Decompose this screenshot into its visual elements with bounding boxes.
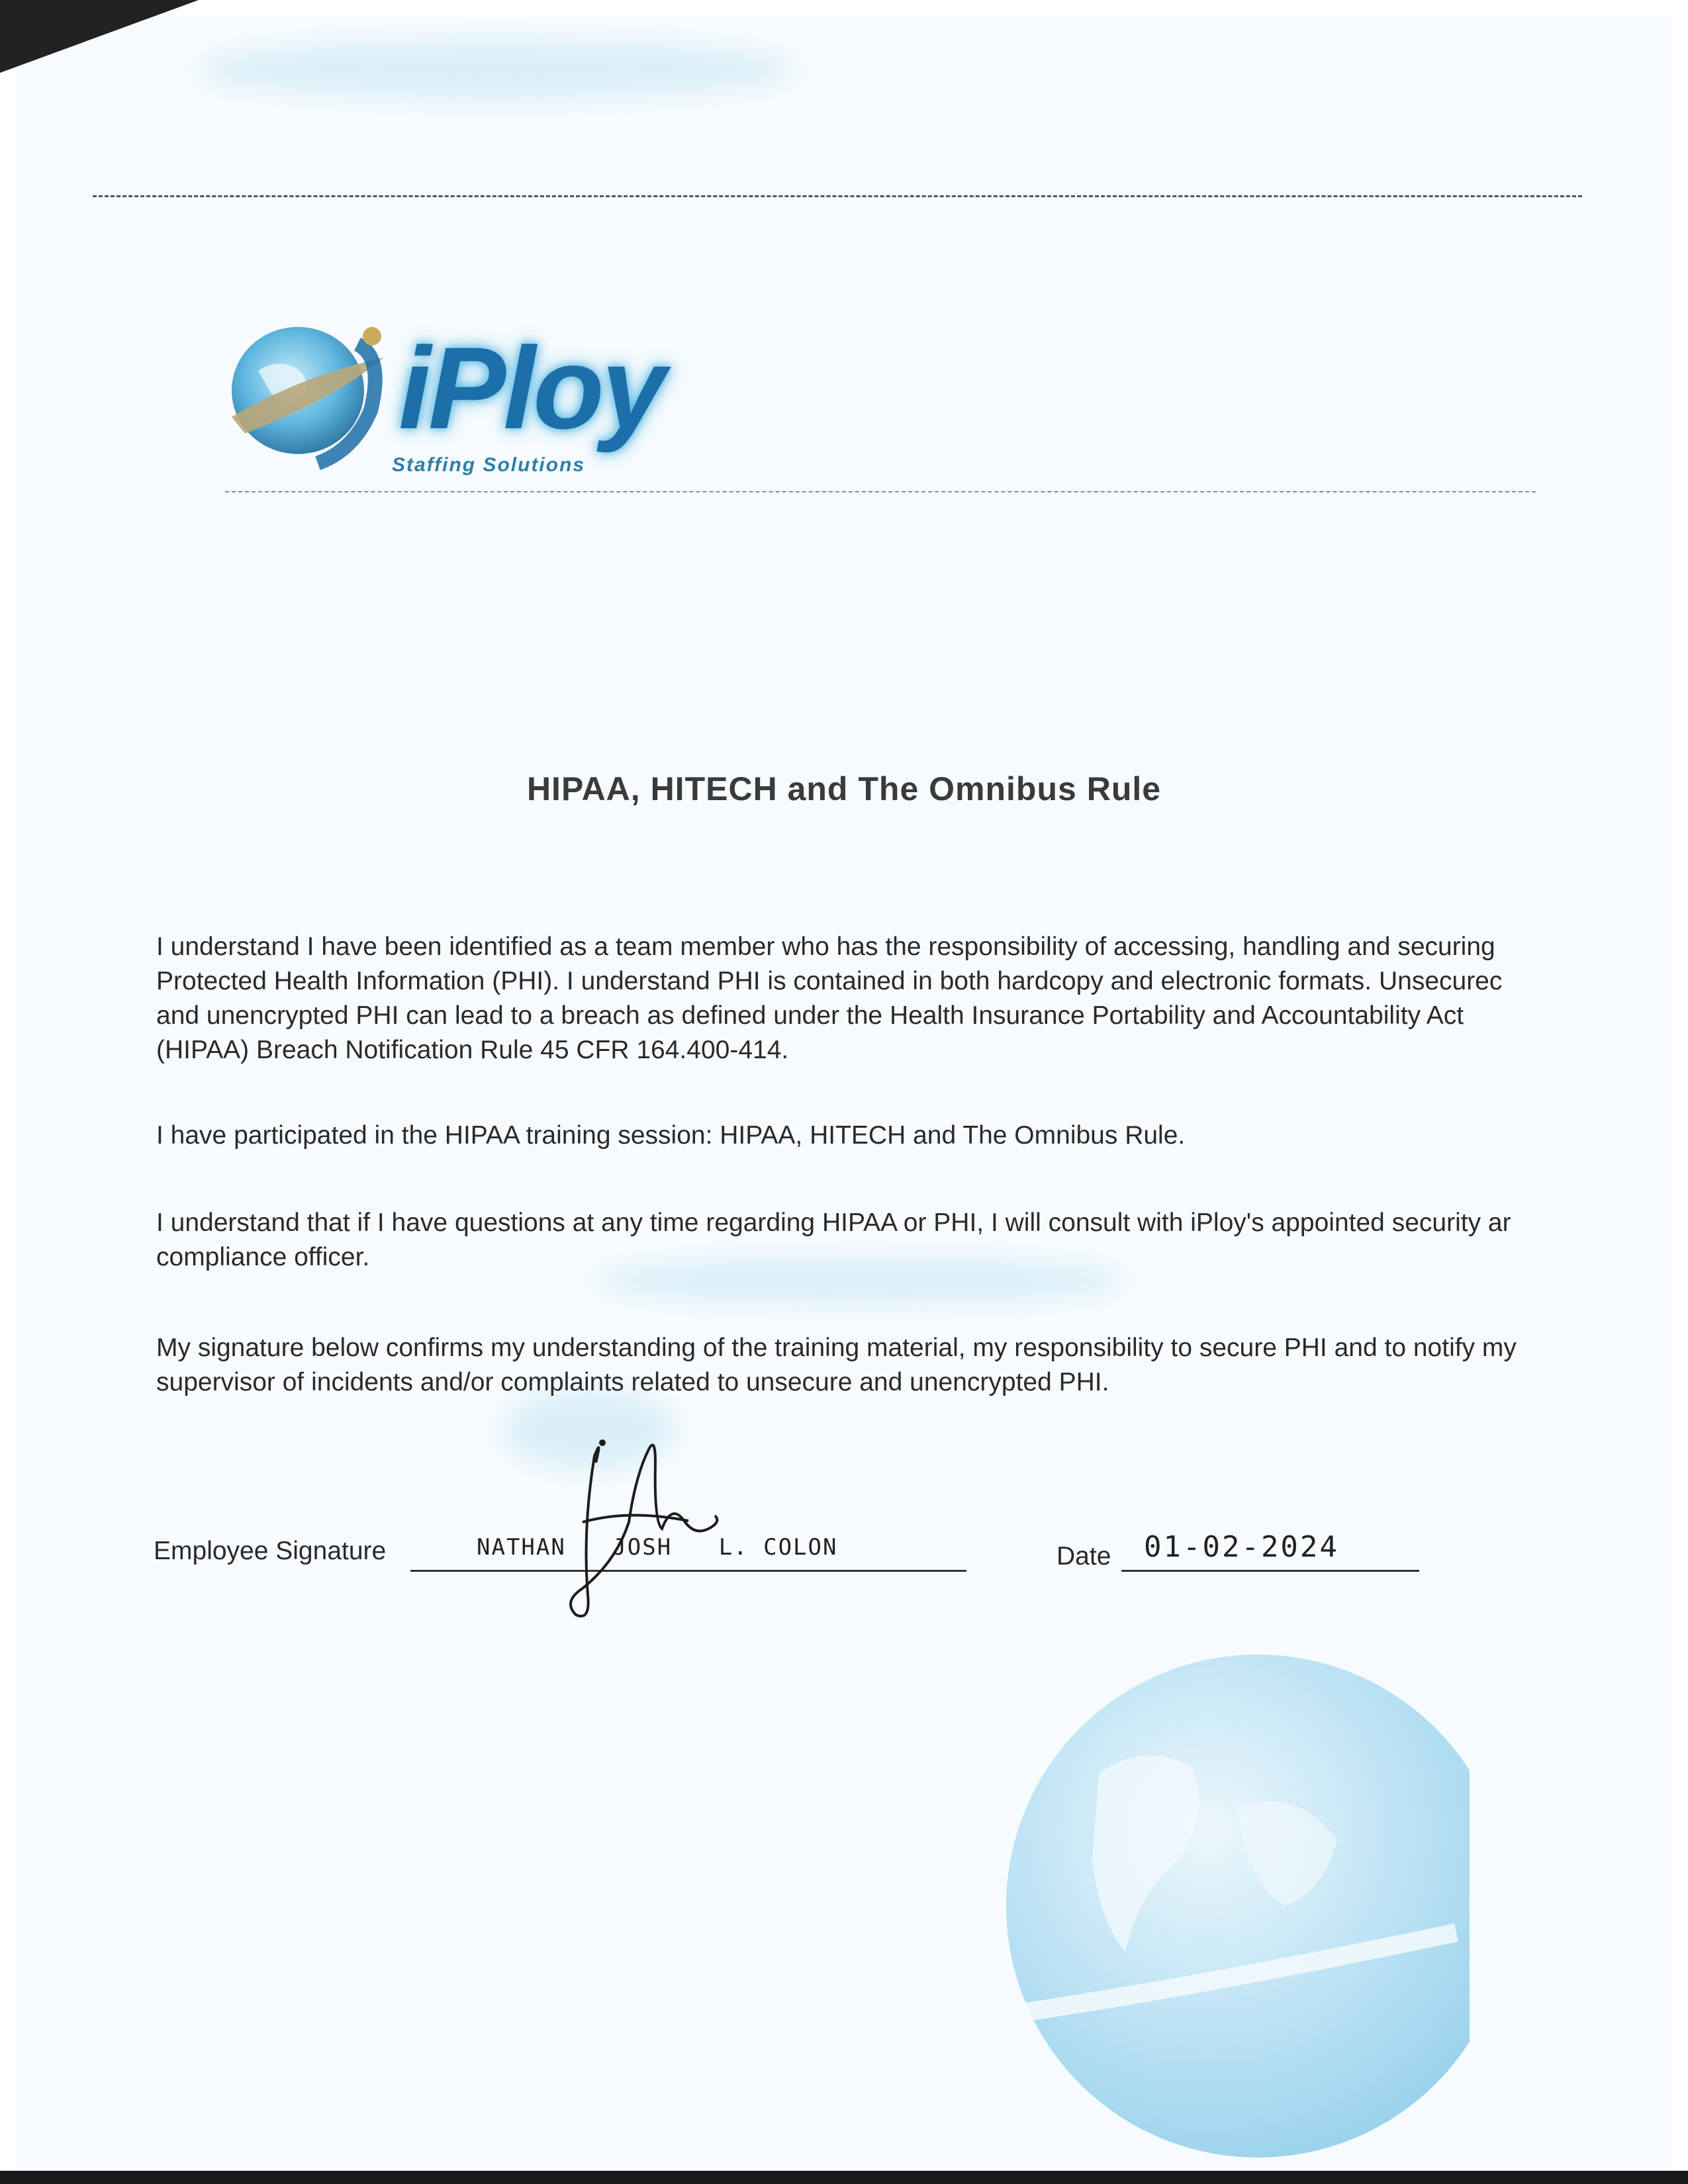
paragraph-acknowledgement — [156, 930, 1652, 1068]
paragraph-questions — [156, 1206, 1652, 1275]
paragraph-line: (HIPAA) Breach Notification Rule 45 CFR 164.400-414. — [156, 1036, 789, 1064]
logo-rule — [225, 491, 1536, 492]
header-rule — [93, 195, 1582, 197]
printed-last-name: L. COLON — [718, 1534, 838, 1561]
printed-first-name: NATHAN — [477, 1534, 566, 1561]
globe-logo-icon — [218, 318, 417, 477]
toner-smudge — [199, 40, 794, 99]
paragraph-line: Protected Health Information (PHI). I understand PHI is contained in both hardcopy and electronic formats. Unsecurec — [156, 967, 1503, 995]
paragraph-line: I understand I have been identified as a team member who has the responsibility of accessing, handling and securing — [156, 933, 1495, 961]
paragraph-signature-confirmation — [156, 1331, 1652, 1400]
printed-middle-name: JOSH — [612, 1534, 673, 1561]
employee-signature-label: Employee Signature — [154, 1537, 387, 1565]
paragraph-line: supervisor of incidents and/or complaints related to unsecure and unencrypted PHI. — [156, 1368, 1109, 1396]
paragraph-line: I have participated in the HIPAA training session: HIPAA, HITECH and The Omnibus Rule. — [156, 1121, 1186, 1150]
paragraph-line: I understand that if I have questions at any time regarding HIPAA or PHI, I will consult with iPloy's appointed security ar — [156, 1208, 1511, 1237]
date-line — [1121, 1570, 1419, 1572]
handwritten-signature — [556, 1423, 741, 1635]
scan-corner-shadow — [0, 0, 199, 73]
company-logo — [218, 318, 695, 503]
date-label: Date — [1056, 1542, 1111, 1570]
paragraph-line: compliance officer. — [156, 1243, 370, 1271]
globe-watermark-icon — [927, 1641, 1470, 2158]
paragraph-line: My signature below confirms my understanding of the training material, my responsibility to secure PHI and to notify my — [156, 1334, 1517, 1362]
date-value: 01-02-2024 — [1144, 1530, 1339, 1564]
paragraph-line: and unencrypted PHI can lead to a breach as defined under the Health Insurance Portability and Accountability Act — [156, 1001, 1464, 1030]
scan-edge-top — [0, 0, 1688, 17]
paragraph-training — [156, 1118, 1652, 1153]
page-title: HIPAA, HITECH and The Omnibus Rule — [526, 770, 1162, 807]
scan-edge-bottom — [0, 2171, 1688, 2184]
logo-wordmark: iPloy — [399, 324, 664, 453]
logo-tagline: Staffing Solutions — [392, 454, 586, 476]
